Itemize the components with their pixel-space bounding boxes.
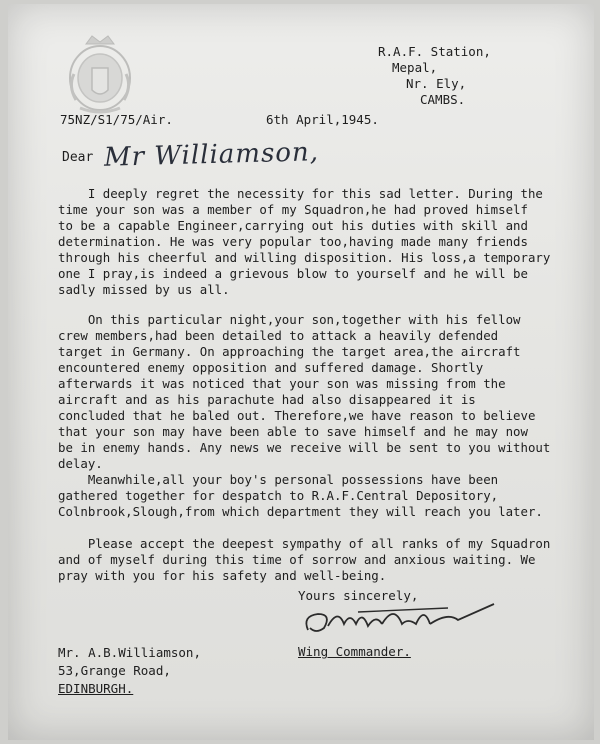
closing: Yours sincerely, xyxy=(298,588,419,603)
text-line: Please accept the deepest sympathy of all ranks of my Squadron xyxy=(58,536,551,551)
recipient-line: 53,Grange Road, xyxy=(58,663,171,678)
handwritten-signature xyxy=(298,594,498,642)
salutation: Dear xyxy=(62,150,94,165)
body-paragraph xyxy=(58,536,588,584)
recipient-address xyxy=(58,644,201,698)
text-line: crew members,had been detailed to attack a heavily defended xyxy=(58,328,499,343)
text-line: I deeply regret the necessity for this sad letter. During the xyxy=(58,186,543,201)
text-line: Meanwhile,all your boy's personal possessions have been xyxy=(58,472,499,487)
recipient-line: EDINBURGH. xyxy=(58,681,134,696)
body-paragraph xyxy=(58,312,588,472)
reference-number: 75NZ/S1/75/Air. xyxy=(60,112,173,127)
address-line: Mepal, xyxy=(392,60,438,75)
text-line: time your son was a member of my Squadron,he had proved himself xyxy=(58,202,528,217)
royal-crest-emblem xyxy=(62,34,138,116)
text-line: delay. xyxy=(58,456,103,471)
address-line: R.A.F. Station, xyxy=(378,44,491,59)
sender-address xyxy=(378,44,491,108)
text-line: afterwards it was noticed that your son was missing from the xyxy=(58,376,506,391)
text-line: target in Germany. On approaching the target area,the aircraft xyxy=(58,344,521,359)
body-paragraph xyxy=(58,186,588,298)
signatory-title: Wing Commander. xyxy=(298,644,411,659)
recipient-line: Mr. A.B.Williamson, xyxy=(58,645,201,660)
body-paragraph xyxy=(58,472,588,520)
text-line: one I pray,is indeed a grievous blow to yourself and he will be xyxy=(58,266,528,281)
text-line: to be a capable Engineer,carrying out his duties with skill and xyxy=(58,218,528,233)
text-line: sadly missed by us all. xyxy=(58,282,230,297)
text-line: pray with you for his safety and well-being. xyxy=(58,568,387,583)
text-line: aircraft and as his parachute had also disappeared it is xyxy=(58,392,476,407)
text-line: On this particular night,your son,together with his fellow xyxy=(58,312,521,327)
address-line: CAMBS. xyxy=(420,92,466,107)
text-line: be in enemy hands. Any news we receive will be sent to you without xyxy=(58,440,551,455)
text-line: through his cheerful and willing disposition. His loss,a temporary xyxy=(58,250,551,265)
address-line: Nr. Ely, xyxy=(406,76,467,91)
letter-page xyxy=(8,4,594,740)
text-line: gathered together for despatch to R.A.F.Central Depository, xyxy=(58,488,499,503)
text-line: determination. He was very popular too,having made many friends xyxy=(58,234,528,249)
text-line: encountered enemy opposition and suffered damage. Shortly xyxy=(58,360,484,375)
text-line: that your son may have been able to save himself and he may now xyxy=(58,424,528,439)
handwritten-salutation-name: Mr Williamson, xyxy=(103,137,320,173)
text-line: and of myself during this time of sorrow and anxious waiting. We xyxy=(58,552,536,567)
letter-date: 6th April,1945. xyxy=(266,112,379,127)
text-line: Colnbrook,Slough,from which department they will reach you later. xyxy=(58,504,543,519)
text-line: concluded that he baled out. Therefore,we have reason to believe xyxy=(58,408,536,423)
